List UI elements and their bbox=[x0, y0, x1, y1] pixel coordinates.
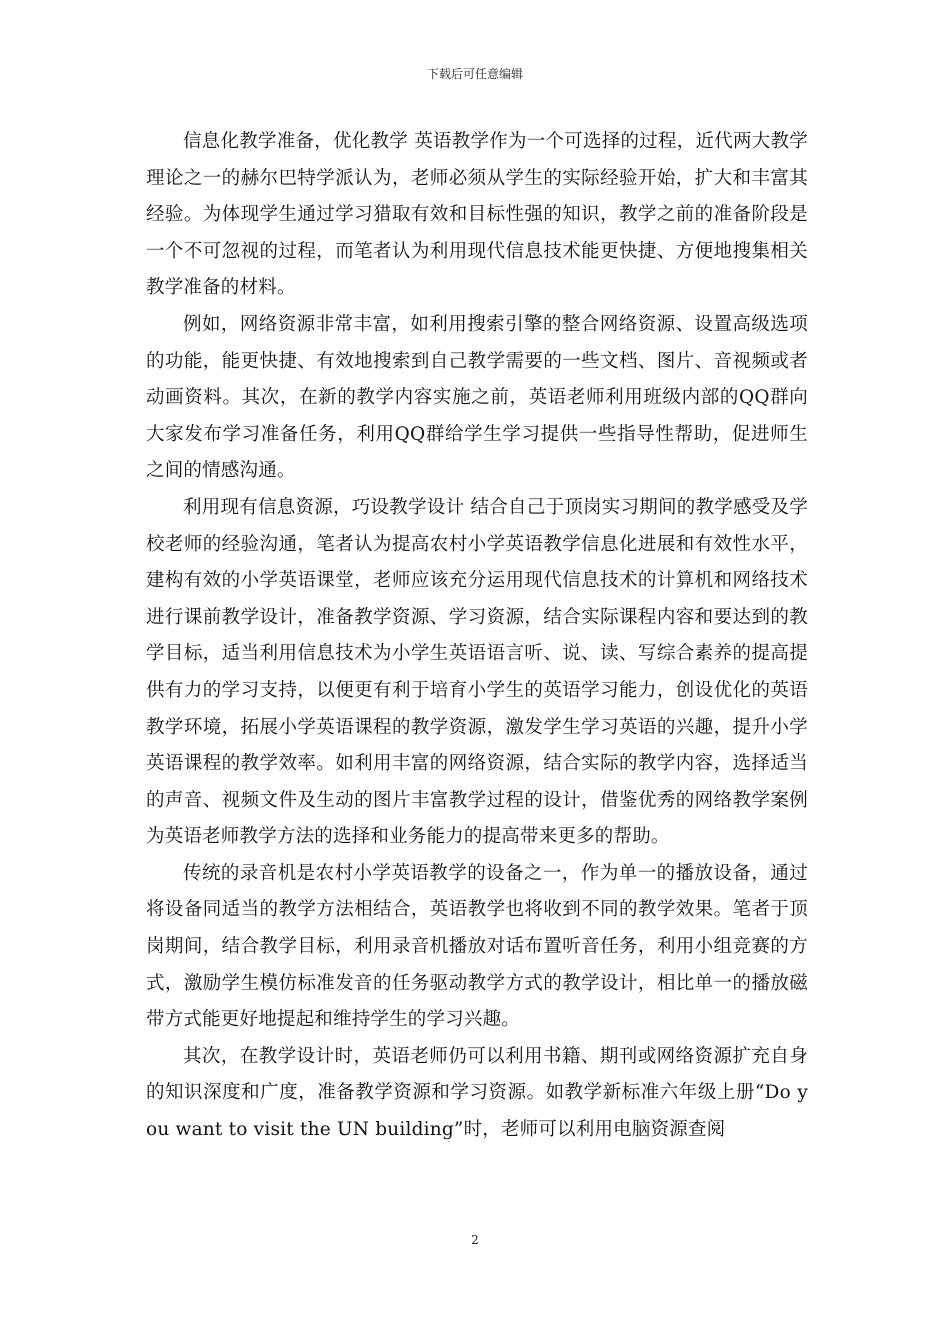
paragraph-3: 利用现有信息资源，巧设教学设计 结合自己于顶岗实习期间的教学感受及学校老师的经验沟通，笔者认为提高农村小学英语教学信息化进展和有效性水平，建构有效的小学英语课堂，老师应该充分运用现代信息技术的计算机和网络技术进行课前教学设计，准备教学资源、学习资源，结合实际课程内容和要达到的教学目标，适当利用信息技术为小学生英语语言听、说、读、写综合素养的提高提供有力的学习支持，以便更有利于培育小学生的英语学习能力，创设优化的英语教学环境，拓展小学英语课程的教学资源，激发学生学习英语的兴趣，提升小学英语课程的教学效率。如利用丰富的网络资源，结合实际的教学内容，选择适当的声音、视频文件及生动的图片丰富教学过程的设计，借鉴优秀的网络教学案例为英语老师教学方法的选择和业务能力的提高带来更多的帮助。 bbox=[146, 496, 808, 848]
paragraph-4: 传统的录音机是农村小学英语教学的设备之一，作为单一的播放设备，通过将设备同适当的教学方法相结合，英语教学也将收到不同的教学效果。笔者于顶岗期间，结合教学目标，利用录音机播放对话布置听音任务，利用小组竞赛的方式，激励学生模仿标准发音的任务驱动教学方式的教学设计，相比单一的播放磁带方式能更好地提起和维持学生的学习兴趣。 bbox=[146, 862, 808, 1031]
paragraph-2: 例如，网络资源非常丰富，如利用搜索引擎的整合网络资源、设置高级选项的功能，能更快捷、有效地搜索到自己教学需要的一些文档、图片、音视频或者动画资料。其次，在新的教学内容实施之前，英语老师利用班级内部的QQ群向大家发布学习准备任务，利用QQ群给学生学习提供一些指导性帮助，促进师生之间的情感沟通。 bbox=[146, 313, 808, 482]
page-header: 下载后可任意编辑 bbox=[426, 67, 523, 81]
document-body bbox=[146, 124, 808, 1149]
paragraph-1: 信息化教学准备，优化教学 英语教学作为一个可选择的过程，近代两大教学理论之一的赫尔巴特学派认为，老师必须从学生的实际经验开始，扩大和丰富其经验。为体现学生通过学习猎取有效和目标性强的知识，教学之前的准备阶段是一个不可忽视的过程，而笔者认为利用现代信息技术能更快捷、方便地搜集相关教学准备的材料。 bbox=[146, 131, 808, 299]
paragraph-5: 其次，在教学设计时，英语老师仍可以利用书籍、期刊或网络资源扩充自身的知识深度和广度，准备教学资源和学习资源。如教学新标准六年级上册“Do you want to visit the UN building”时，老师可以利用电脑资源查阅 bbox=[146, 1045, 808, 1141]
page-number: 2 bbox=[471, 1233, 479, 1247]
